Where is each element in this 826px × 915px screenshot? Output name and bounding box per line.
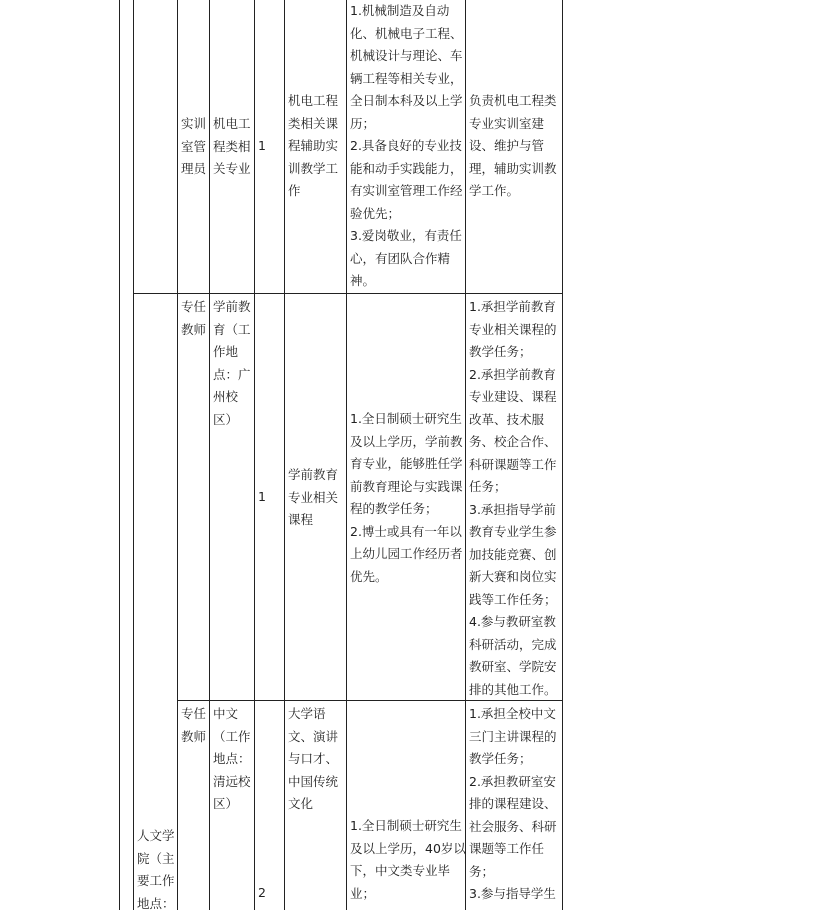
duties-cell: 1.承担全校中文 三门主讲课程的 教学任务； 2.承担教研室安 排的课程建设、 社会服务、科研 课题等工作任 务； 3.参与指导学生 <box>469 706 557 901</box>
position-cell: 专任 教师 <box>181 299 207 337</box>
major-cell: 机电工 程类相 关专业 <box>213 116 251 176</box>
count-cell: 2 <box>258 885 266 900</box>
table-border-left <box>119 0 120 910</box>
position-cell: 实训 室管 理员 <box>181 116 207 176</box>
position-cell: 专任 教师 <box>181 706 207 744</box>
requirements-cell: 1.全日制硕士研究生 及以上学历，40岁以 下，中文类专业毕 业； <box>350 818 466 901</box>
table-border-col1 <box>133 0 134 910</box>
row-divider-1 <box>133 293 563 294</box>
count-cell: 1 <box>258 138 266 153</box>
course-cell: 大学语 文、演讲 与口才、 中国传统 文化 <box>288 706 339 811</box>
table-border-col3 <box>209 0 210 910</box>
requirements-cell: 1.全日制硕士研究生 及以上学历，学前教 育专业，能够胜任学 前教育理论与实践课 程的教学任务； 2.博士或具有一年以 上幼儿园工作经历者 优先。 <box>350 411 463 584</box>
requirements-cell: 1.机械制造及自动 化、机械电子工程、 机械设计与理论、车 辆工程等相关专业， 全日制本科及以上学 历； 2.具备良好的专业技 能和动手实践能力， 有实训室管理工作经 验优先； 3.爱岗敬业，有责任 心，有团队合作精 神。 <box>350 3 463 288</box>
course-cell: 学前教育 专业相关 课程 <box>288 467 339 527</box>
table-border-col7 <box>465 0 466 910</box>
table-border-col5 <box>284 0 285 910</box>
course-cell: 机电工程 类相关课 程辅助实 训教学工 作 <box>288 93 339 198</box>
table-border-col6 <box>346 0 347 910</box>
table-border-col2 <box>177 0 178 910</box>
duties-cell: 1.承担学前教育 专业相关课程的 教学任务； 2.承担学前教育 专业建设、课程 改革、技术服 务、校企合作、 科研课题等工作 任务； 3.承担指导学前 教育专业学生参 加技能竞赛、创 新大赛和岗位实 践等工作任务； 4.参与教研室教 科研活动，完成 教研室、学院安 排的其他工作。 <box>469 299 557 697</box>
department-cell: 人文学 院（主 要工作 地点： <box>137 828 175 911</box>
major-cell: 学前教 育（工 作地 点：广 州校 区） <box>213 299 251 427</box>
count-cell: 1 <box>258 489 266 504</box>
table-border-right <box>562 0 563 910</box>
major-cell: 中文 （工作 地点： 清远校 区） <box>213 706 251 811</box>
duties-cell: 负责机电工程类 专业实训室建 设、维护与管 理，辅助实训教 学工作。 <box>469 93 557 198</box>
table-border-col4 <box>254 0 255 910</box>
